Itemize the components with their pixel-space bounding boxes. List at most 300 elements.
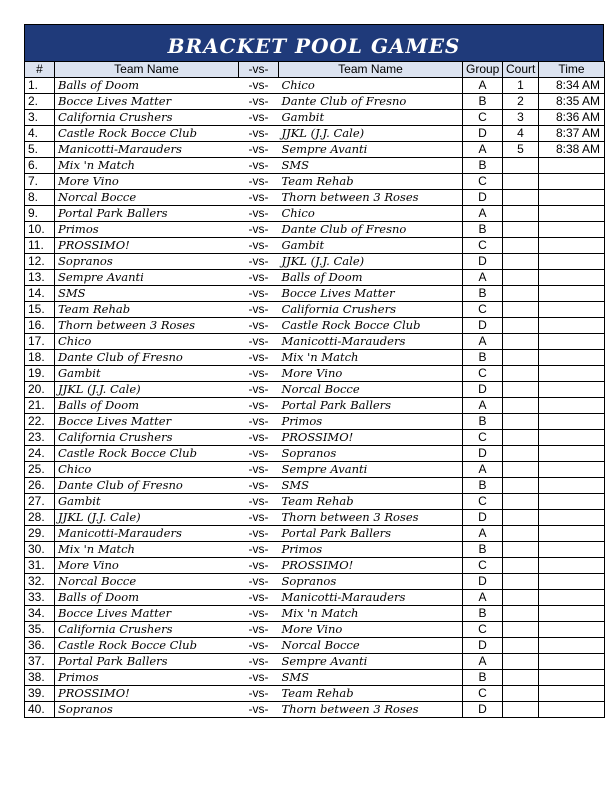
court-cell: [503, 286, 539, 302]
team-right-name: Balls of Doom: [279, 270, 463, 286]
table-row: [25, 430, 605, 446]
team-left-name: Norcal Bocce: [55, 574, 239, 590]
game-number: 34.: [25, 606, 55, 622]
team-right-name: Mix 'n Match: [279, 350, 463, 366]
table-row: [25, 686, 605, 702]
group-cell: B: [463, 222, 503, 238]
header-row: [25, 62, 605, 78]
court-cell: [503, 318, 539, 334]
versus-label: -vs-: [239, 558, 279, 574]
time-cell: [539, 606, 605, 622]
time-cell: [539, 286, 605, 302]
header-num: #: [25, 62, 55, 78]
table-row: [25, 350, 605, 366]
time-cell: [539, 190, 605, 206]
table-row: [25, 334, 605, 350]
game-number: 39.: [25, 686, 55, 702]
time-cell: [539, 670, 605, 686]
court-cell: [503, 574, 539, 590]
time-cell: 8:34 AM: [539, 78, 605, 94]
team-left-name: Portal Park Ballers: [55, 654, 239, 670]
table-row: [25, 446, 605, 462]
team-right-name: JJKL (J.J. Cale): [279, 126, 463, 142]
court-cell: [503, 526, 539, 542]
court-cell: [503, 606, 539, 622]
team-right-name: Sopranos: [279, 446, 463, 462]
table-row: [25, 654, 605, 670]
game-number: 17.: [25, 334, 55, 350]
team-right-name: PROSSIMO!: [279, 558, 463, 574]
court-cell: [503, 702, 539, 718]
court-cell: [503, 638, 539, 654]
court-cell: [503, 654, 539, 670]
time-cell: 8:36 AM: [539, 110, 605, 126]
table-row: [25, 638, 605, 654]
team-left-name: Gambit: [55, 494, 239, 510]
table-row: [25, 238, 605, 254]
versus-label: -vs-: [239, 462, 279, 478]
court-cell: [503, 478, 539, 494]
versus-label: -vs-: [239, 382, 279, 398]
time-cell: [539, 494, 605, 510]
group-cell: C: [463, 238, 503, 254]
time-cell: [539, 350, 605, 366]
time-cell: 8:35 AM: [539, 94, 605, 110]
team-right-name: Gambit: [279, 110, 463, 126]
table-row: [25, 302, 605, 318]
group-cell: C: [463, 558, 503, 574]
team-right-name: Portal Park Ballers: [279, 526, 463, 542]
team-left-name: California Crushers: [55, 430, 239, 446]
game-number: 38.: [25, 670, 55, 686]
group-cell: A: [463, 142, 503, 158]
game-number: 37.: [25, 654, 55, 670]
court-cell: [503, 254, 539, 270]
group-cell: A: [463, 526, 503, 542]
team-left-name: Thorn between 3 Roses: [55, 318, 239, 334]
team-left-name: More Vino: [55, 174, 239, 190]
court-cell: 1: [503, 78, 539, 94]
court-cell: [503, 446, 539, 462]
team-left-name: SMS: [55, 286, 239, 302]
group-cell: B: [463, 478, 503, 494]
time-cell: [539, 206, 605, 222]
group-cell: D: [463, 382, 503, 398]
time-cell: [539, 590, 605, 606]
versus-label: -vs-: [239, 478, 279, 494]
team-left-name: Manicotti-Marauders: [55, 526, 239, 542]
header-team1: Team Name: [55, 62, 239, 78]
table-row: [25, 382, 605, 398]
team-left-name: Chico: [55, 334, 239, 350]
game-number: 13.: [25, 270, 55, 286]
court-cell: [503, 622, 539, 638]
table-row: [25, 78, 605, 94]
versus-label: -vs-: [239, 686, 279, 702]
group-cell: C: [463, 494, 503, 510]
table-row: [25, 558, 605, 574]
versus-label: -vs-: [239, 510, 279, 526]
table-row: [25, 158, 605, 174]
game-number: 31.: [25, 558, 55, 574]
team-left-name: California Crushers: [55, 110, 239, 126]
court-cell: [503, 590, 539, 606]
table-row: [25, 494, 605, 510]
time-cell: [539, 158, 605, 174]
team-right-name: Castle Rock Bocce Club: [279, 318, 463, 334]
game-number: 36.: [25, 638, 55, 654]
team-left-name: Dante Club of Fresno: [55, 478, 239, 494]
team-left-name: Balls of Doom: [55, 398, 239, 414]
group-cell: D: [463, 638, 503, 654]
group-cell: A: [463, 206, 503, 222]
game-number: 35.: [25, 622, 55, 638]
table-row: [25, 510, 605, 526]
table-row: [25, 606, 605, 622]
game-number: 21.: [25, 398, 55, 414]
game-number: 25.: [25, 462, 55, 478]
group-cell: B: [463, 286, 503, 302]
group-cell: B: [463, 542, 503, 558]
game-number: 3.: [25, 110, 55, 126]
court-cell: [503, 334, 539, 350]
court-cell: 3: [503, 110, 539, 126]
team-left-name: PROSSIMO!: [55, 238, 239, 254]
group-cell: A: [463, 654, 503, 670]
team-left-name: Team Rehab: [55, 302, 239, 318]
team-right-name: Team Rehab: [279, 686, 463, 702]
time-cell: [539, 174, 605, 190]
versus-label: -vs-: [239, 126, 279, 142]
team-left-name: Sopranos: [55, 254, 239, 270]
time-cell: [539, 334, 605, 350]
team-left-name: Sopranos: [55, 702, 239, 718]
group-cell: D: [463, 510, 503, 526]
team-right-name: SMS: [279, 478, 463, 494]
games-body: [25, 78, 605, 718]
game-number: 18.: [25, 350, 55, 366]
game-number: 2.: [25, 94, 55, 110]
header-court: Court: [503, 62, 539, 78]
game-number: 19.: [25, 366, 55, 382]
team-right-name: Sempre Avanti: [279, 654, 463, 670]
versus-label: -vs-: [239, 302, 279, 318]
team-right-name: Thorn between 3 Roses: [279, 702, 463, 718]
court-cell: [503, 206, 539, 222]
time-cell: [539, 542, 605, 558]
group-cell: A: [463, 334, 503, 350]
game-number: 1.: [25, 78, 55, 94]
time-cell: [539, 318, 605, 334]
team-left-name: PROSSIMO!: [55, 686, 239, 702]
table-row: [25, 270, 605, 286]
group-cell: B: [463, 350, 503, 366]
team-left-name: Mix 'n Match: [55, 158, 239, 174]
court-cell: [503, 462, 539, 478]
team-right-name: Chico: [279, 206, 463, 222]
versus-label: -vs-: [239, 430, 279, 446]
versus-label: -vs-: [239, 366, 279, 382]
court-cell: [503, 174, 539, 190]
group-cell: B: [463, 606, 503, 622]
team-right-name: Primos: [279, 414, 463, 430]
game-number: 24.: [25, 446, 55, 462]
game-number: 14.: [25, 286, 55, 302]
time-cell: [539, 478, 605, 494]
versus-label: -vs-: [239, 174, 279, 190]
court-cell: [503, 270, 539, 286]
group-cell: C: [463, 302, 503, 318]
table-row: [25, 142, 605, 158]
team-right-name: Primos: [279, 542, 463, 558]
court-cell: [503, 222, 539, 238]
team-left-name: JJKL (J.J. Cale): [55, 382, 239, 398]
versus-label: -vs-: [239, 398, 279, 414]
group-cell: A: [463, 78, 503, 94]
court-cell: [503, 302, 539, 318]
court-cell: [503, 350, 539, 366]
team-left-name: Bocce Lives Matter: [55, 94, 239, 110]
versus-label: -vs-: [239, 78, 279, 94]
game-number: 32.: [25, 574, 55, 590]
table-row: [25, 622, 605, 638]
table-row: [25, 366, 605, 382]
game-number: 10.: [25, 222, 55, 238]
table-row: [25, 190, 605, 206]
game-number: 22.: [25, 414, 55, 430]
group-cell: D: [463, 702, 503, 718]
time-cell: [539, 302, 605, 318]
time-cell: [539, 254, 605, 270]
time-cell: [539, 398, 605, 414]
team-right-name: Dante Club of Fresno: [279, 222, 463, 238]
time-cell: [539, 654, 605, 670]
court-cell: [503, 190, 539, 206]
court-cell: [503, 558, 539, 574]
time-cell: [539, 526, 605, 542]
versus-label: -vs-: [239, 254, 279, 270]
group-cell: C: [463, 366, 503, 382]
team-right-name: Manicotti-Marauders: [279, 590, 463, 606]
versus-label: -vs-: [239, 574, 279, 590]
versus-label: -vs-: [239, 526, 279, 542]
team-left-name: California Crushers: [55, 622, 239, 638]
time-cell: [539, 414, 605, 430]
team-right-name: Sopranos: [279, 574, 463, 590]
group-cell: A: [463, 270, 503, 286]
court-cell: [503, 542, 539, 558]
court-cell: [503, 670, 539, 686]
team-left-name: Castle Rock Bocce Club: [55, 638, 239, 654]
team-right-name: Manicotti-Marauders: [279, 334, 463, 350]
team-left-name: Castle Rock Bocce Club: [55, 126, 239, 142]
game-number: 15.: [25, 302, 55, 318]
court-cell: 2: [503, 94, 539, 110]
table-row: [25, 318, 605, 334]
team-right-name: Mix 'n Match: [279, 606, 463, 622]
team-right-name: Norcal Bocce: [279, 382, 463, 398]
table-row: [25, 254, 605, 270]
table-row: [25, 398, 605, 414]
game-number: 27.: [25, 494, 55, 510]
time-cell: [539, 446, 605, 462]
versus-label: -vs-: [239, 654, 279, 670]
versus-label: -vs-: [239, 446, 279, 462]
team-right-name: Dante Club of Fresno: [279, 94, 463, 110]
group-cell: A: [463, 590, 503, 606]
game-number: 26.: [25, 478, 55, 494]
versus-label: -vs-: [239, 638, 279, 654]
versus-label: -vs-: [239, 222, 279, 238]
team-right-name: Norcal Bocce: [279, 638, 463, 654]
group-cell: C: [463, 622, 503, 638]
versus-label: -vs-: [239, 190, 279, 206]
versus-label: -vs-: [239, 94, 279, 110]
versus-label: -vs-: [239, 206, 279, 222]
group-cell: C: [463, 686, 503, 702]
table-row: [25, 542, 605, 558]
team-right-name: More Vino: [279, 366, 463, 382]
team-left-name: Balls of Doom: [55, 590, 239, 606]
versus-label: -vs-: [239, 622, 279, 638]
game-number: 29.: [25, 526, 55, 542]
time-cell: [539, 510, 605, 526]
versus-label: -vs-: [239, 702, 279, 718]
game-number: 4.: [25, 126, 55, 142]
group-cell: D: [463, 254, 503, 270]
game-number: 16.: [25, 318, 55, 334]
time-cell: 8:38 AM: [539, 142, 605, 158]
group-cell: B: [463, 670, 503, 686]
schedule-sheet: [24, 24, 604, 718]
table-row: [25, 702, 605, 718]
team-left-name: Norcal Bocce: [55, 190, 239, 206]
table-row: [25, 222, 605, 238]
time-cell: [539, 382, 605, 398]
header-team2: Team Name: [279, 62, 463, 78]
court-cell: [503, 238, 539, 254]
game-number: 6.: [25, 158, 55, 174]
versus-label: -vs-: [239, 238, 279, 254]
versus-label: -vs-: [239, 414, 279, 430]
versus-label: -vs-: [239, 334, 279, 350]
team-right-name: SMS: [279, 158, 463, 174]
time-cell: [539, 430, 605, 446]
team-right-name: Chico: [279, 78, 463, 94]
team-left-name: Bocce Lives Matter: [55, 414, 239, 430]
game-number: 9.: [25, 206, 55, 222]
game-number: 30.: [25, 542, 55, 558]
versus-label: -vs-: [239, 110, 279, 126]
time-cell: [539, 702, 605, 718]
group-cell: D: [463, 190, 503, 206]
versus-label: -vs-: [239, 158, 279, 174]
versus-label: -vs-: [239, 286, 279, 302]
team-left-name: Balls of Doom: [55, 78, 239, 94]
team-right-name: Sempre Avanti: [279, 142, 463, 158]
team-left-name: Chico: [55, 462, 239, 478]
header-group: Group: [463, 62, 503, 78]
table-row: [25, 414, 605, 430]
table-row: [25, 526, 605, 542]
court-cell: [503, 430, 539, 446]
team-right-name: Bocce Lives Matter: [279, 286, 463, 302]
court-cell: [503, 158, 539, 174]
group-cell: D: [463, 126, 503, 142]
group-cell: D: [463, 446, 503, 462]
time-cell: [539, 558, 605, 574]
table-row: [25, 110, 605, 126]
time-cell: [539, 622, 605, 638]
game-number: 11.: [25, 238, 55, 254]
team-left-name: JJKL (J.J. Cale): [55, 510, 239, 526]
time-cell: [539, 574, 605, 590]
table-row: [25, 670, 605, 686]
game-number: 5.: [25, 142, 55, 158]
team-left-name: Mix 'n Match: [55, 542, 239, 558]
versus-label: -vs-: [239, 142, 279, 158]
versus-label: -vs-: [239, 670, 279, 686]
time-cell: [539, 686, 605, 702]
table-row: [25, 174, 605, 190]
table-row: [25, 478, 605, 494]
header-time: Time: [539, 62, 605, 78]
team-right-name: PROSSIMO!: [279, 430, 463, 446]
game-number: 7.: [25, 174, 55, 190]
court-cell: [503, 398, 539, 414]
time-cell: [539, 462, 605, 478]
team-left-name: Dante Club of Fresno: [55, 350, 239, 366]
team-right-name: California Crushers: [279, 302, 463, 318]
court-cell: [503, 510, 539, 526]
team-left-name: Primos: [55, 222, 239, 238]
versus-label: -vs-: [239, 590, 279, 606]
group-cell: A: [463, 462, 503, 478]
team-right-name: Sempre Avanti: [279, 462, 463, 478]
group-cell: B: [463, 94, 503, 110]
game-number: 33.: [25, 590, 55, 606]
versus-label: -vs-: [239, 270, 279, 286]
team-right-name: Team Rehab: [279, 494, 463, 510]
page-title: BRACKET POOL GAMES: [24, 24, 604, 61]
team-left-name: Primos: [55, 670, 239, 686]
group-cell: D: [463, 318, 503, 334]
group-cell: B: [463, 414, 503, 430]
team-right-name: Team Rehab: [279, 174, 463, 190]
court-cell: [503, 382, 539, 398]
court-cell: [503, 366, 539, 382]
games-table: [24, 61, 605, 718]
team-right-name: JJKL (J.J. Cale): [279, 254, 463, 270]
time-cell: [539, 222, 605, 238]
team-left-name: Portal Park Ballers: [55, 206, 239, 222]
court-cell: 5: [503, 142, 539, 158]
court-cell: 4: [503, 126, 539, 142]
group-cell: A: [463, 398, 503, 414]
versus-label: -vs-: [239, 606, 279, 622]
versus-label: -vs-: [239, 542, 279, 558]
court-cell: [503, 494, 539, 510]
team-left-name: More Vino: [55, 558, 239, 574]
court-cell: [503, 414, 539, 430]
game-number: 23.: [25, 430, 55, 446]
table-row: [25, 590, 605, 606]
court-cell: [503, 686, 539, 702]
game-number: 20.: [25, 382, 55, 398]
versus-label: -vs-: [239, 318, 279, 334]
time-cell: [539, 638, 605, 654]
game-number: 28.: [25, 510, 55, 526]
